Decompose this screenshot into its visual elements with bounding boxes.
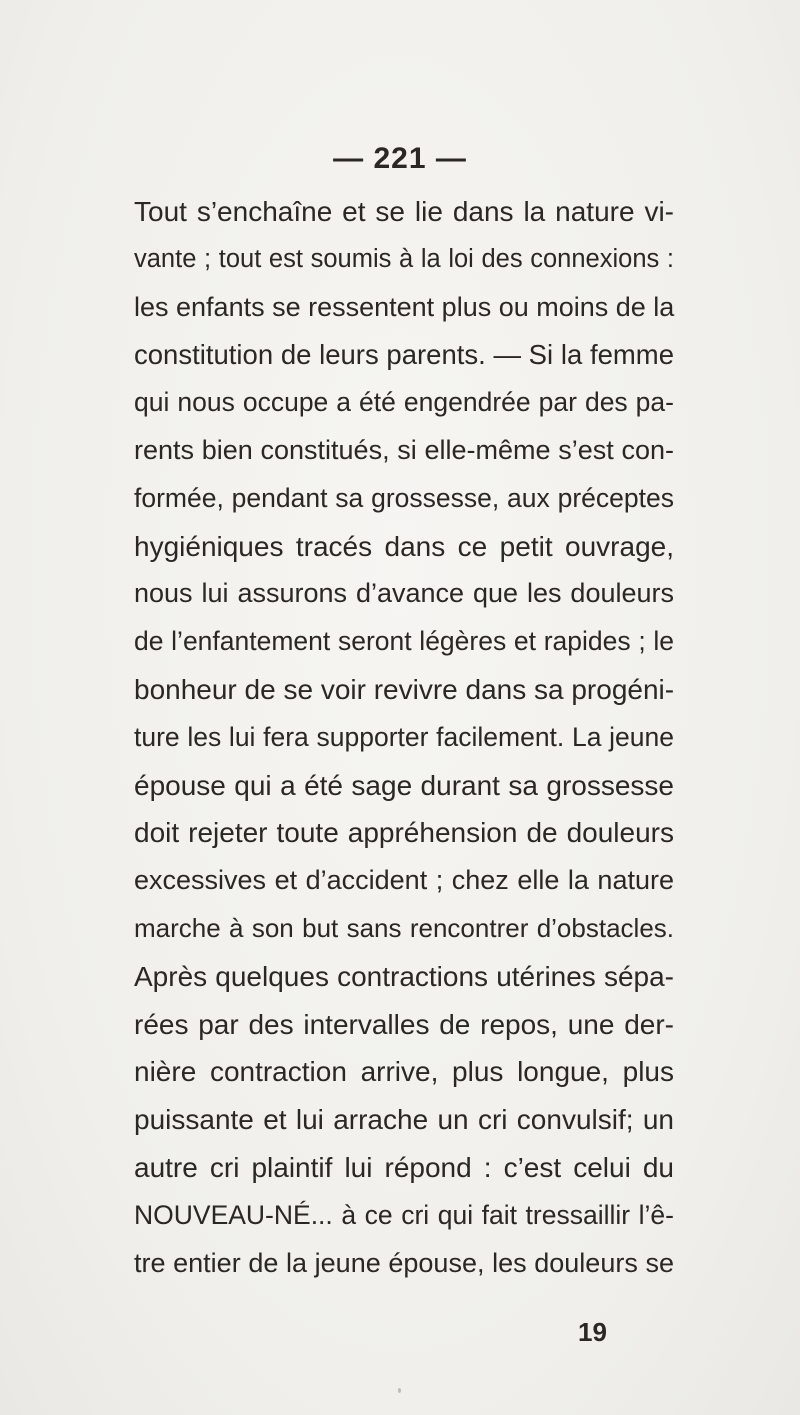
text-line: doit rejeter toute appréhension de douleurs (134, 817, 674, 849)
text-line: bonheur de se voir revivre dans sa progéni- (134, 673, 675, 705)
signature-mark: 19 (578, 1317, 607, 1347)
text-line: épouse qui a été sage durant sa grossesse (134, 769, 674, 801)
paper-speck (398, 1388, 401, 1393)
text-line: vante ; tout est soumis à la loi des connexions : (134, 244, 674, 273)
text-line: constitution de leurs parents. — Si la femme (134, 339, 674, 371)
text-line: autre cri plaintif lui répond : c’est celui du (134, 1151, 674, 1183)
text-line: ture les lui fera supporter facilement. La jeune (134, 721, 674, 752)
text-line: nous lui assurons d’avance que les douleurs (134, 578, 674, 609)
text-line: marche à son but sans rencontrer d’obstacles. (134, 912, 674, 943)
text-line: les enfants se ressentent plus ou moins de la (134, 291, 675, 322)
page-number-header: — 221 — (333, 142, 467, 175)
text-line: Après quelques contractions utérines sépa- (134, 960, 674, 992)
text-line: nière contraction arrive, plus longue, plus (134, 1056, 674, 1088)
text-line: hygiéniques tracés dans ce petit ouvrage, (134, 530, 674, 562)
text-line: NOUVEAU-NÉ... à ce cri qui fait tressaillir l’ê- (134, 1199, 674, 1230)
page-body-text (134, 188, 674, 1287)
text-line: rents bien constitués, si elle-même s’est con- (134, 434, 674, 465)
text-line: Tout s’enchaîne et se lie dans la nature vi- (134, 196, 674, 227)
text-line: excessives et d’accident ; chez elle la nature (134, 865, 674, 896)
text-line: puissante et lui arrache un cri convulsif; un (134, 1104, 674, 1136)
text-line: de l’enfantement seront légères et rapides ; le (134, 626, 674, 657)
text-line: rées par des intervalles de repos, une der- (134, 1008, 674, 1040)
text-line: tre entier de la jeune épouse, les douleurs se (134, 1247, 674, 1278)
text-line: formée, pendant sa grossesse, aux préceptes (134, 482, 674, 513)
text-line: qui nous occupe a été engendrée par des pa- (134, 387, 674, 418)
